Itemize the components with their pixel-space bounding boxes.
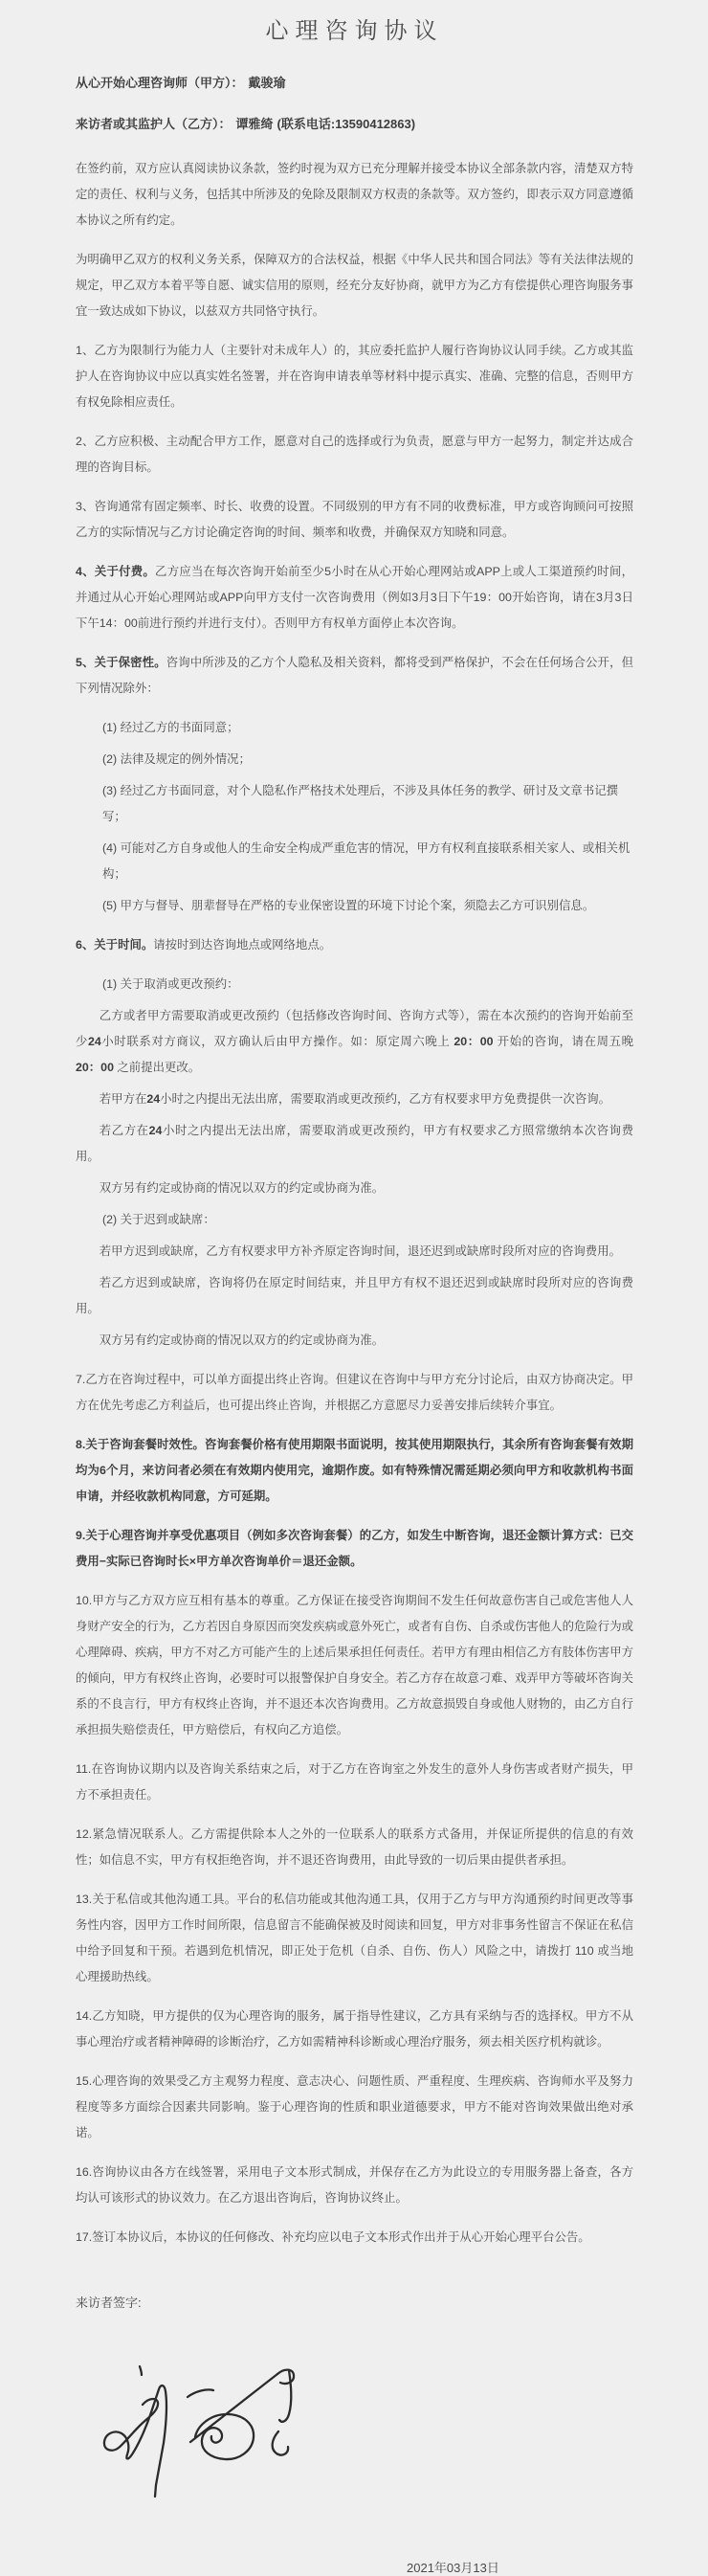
paragraph-3-run-1: 1、乙方为限制行为能力人（主要针对未成年人）的，其应委托监护人履行咨询协议认同手续。乙方或其监护人在咨询协议中应以真实姓名签署，并在咨询申请表单等材料中提示真实、准确、完整的信息，否则甲方有权免除相应责任。 xyxy=(76,344,633,409)
paragraph-28-run-1: 12.紧急情况联系人。乙方需提供除本人之外的一位联系人的联系方式备用，并保证所提供的信息的有效性；如信息不实，甲方有权拒绝咨询，并不退还咨询费用，由此导致的一切后果由提供者承担。 xyxy=(76,1827,633,1867)
paragraph-26 xyxy=(76,1588,633,1743)
paragraph-15 xyxy=(76,1003,633,1081)
paragraph-5 xyxy=(76,494,633,546)
paragraph-9-run-1: (2) 法律及规定的例外情况； xyxy=(102,752,251,766)
paragraph-17-run-3: 小时之内提出无法出席，需要取消或更改预约，甲方有权要求乙方照常缴纳本次咨询费用。 xyxy=(76,1124,634,1163)
paragraph-4-run-1: 2、乙方应积极、主动配合甲方工作，愿意对自己的选择或行为负责，愿意与甲方一起努力，制定并达成合理的咨询目标。 xyxy=(76,435,633,474)
paragraph-15-run-1: 乙方或者甲方需要取消或更改预约（包括修改咨询时间、咨询方式等），需在本次预约的咨询开始前至少 xyxy=(76,1009,633,1048)
paragraph-13-run-2: 请按时到达咨询地点或网络地点。 xyxy=(153,938,332,952)
paragraph-28 xyxy=(76,1822,633,1873)
paragraph-12 xyxy=(102,893,633,919)
paragraph-1 xyxy=(76,156,633,234)
paragraph-2-run-1: 为明确甲乙双方的权利义务关系，保障双方的合法权益，根据《中华人民共和国合同法》等有关法律法规的规定，甲乙双方本着平等自愿、诚实信用的原则，经充分友好协商，就甲方为乙方有偿提供心理咨询服务事宜一致达成如下协议，以兹双方共同恪守执行。 xyxy=(76,253,633,318)
client-name: 谭雅绮 xyxy=(235,117,274,131)
paragraph-17-run-2: 24 xyxy=(148,1124,163,1137)
paragraph-22 xyxy=(76,1328,633,1354)
counselor-name: 戴骏瑜 xyxy=(248,76,286,90)
paragraph-5-run-1: 3、咨询通常有固定频率、时长、收费的设置。不同级别的甲方有不同的收费标准，甲方或咨询顾问可按照乙方的实际情况与乙方讨论确定咨询的时间、频率和收费，并确保双方知晓和同意。 xyxy=(76,500,633,539)
paragraph-2 xyxy=(76,247,633,325)
paragraph-4 xyxy=(76,429,633,481)
paragraph-13 xyxy=(76,932,633,958)
paragraph-24 xyxy=(76,1432,633,1510)
paragraph-17-run-1: 若乙方在 xyxy=(99,1124,149,1137)
paragraph-30 xyxy=(76,2004,633,2055)
paragraph-3 xyxy=(76,338,633,415)
paragraph-23-run-1: 7.乙方在咨询过程中，可以单方面提出终止咨询。但建议在咨询中与甲方充分讨论后，由双方协商决定。甲方在优先考虑乙方利益后，也可提出终止咨询，并根据乙方意愿尽力妥善安排后续转介事宜。 xyxy=(76,1373,633,1412)
paragraph-30-run-1: 14.乙方知晓，甲方提供的仅为心理咨询的服务，属于指导性建议，乙方具有采纳与否的选择权。甲方不从事心理治疗或者精神障碍的诊断治疗，乙方如需精神科诊断或心理治疗服务，须去相关医疗机构就诊。 xyxy=(76,2009,633,2049)
paragraph-33-run-1: 17.签订本协议后，本协议的任何修改、补充均应以电子文本形式作出并于从心开始心理平台公告。 xyxy=(76,2230,590,2244)
paragraph-23 xyxy=(76,1367,633,1419)
paragraph-17 xyxy=(76,1118,633,1170)
paragraph-26-run-1: 10.甲方与乙方双方应互相有基本的尊重。乙方保证在接受咨询期间不发生任何故意伤害自己或危害他人人身财产安全的行为，乙方若因自身原因而突发疾病或意外死亡，或者有自伤、自杀或伤害他人的危险行为或心理障碍、疾病，甲方不对乙方可能产生的上述后果承担任何责任。若甲方有理由相信乙方有肢体伤害甲方的倾向，甲方有权终止咨询，必要时可以报警保护自身安全。若乙方存在故意刁难、戏弄甲方等破坏咨询关系的不良言行，甲方有权终止咨询，并不退还本次咨询费用。乙方故意损毁自身或他人财物的，由乙方自行承担损失赔偿责任，甲方赔偿后，有权向乙方追偿。 xyxy=(76,1594,633,1736)
paragraph-6-run-1: 4、关于付费。 xyxy=(76,565,156,578)
paragraph-21 xyxy=(76,1270,633,1322)
client-label: 来访者或其监护人（乙方）： xyxy=(76,117,232,131)
signature-scribble-icon xyxy=(90,2357,310,2510)
paragraph-11 xyxy=(102,836,633,887)
page-title: 心理咨询协议 xyxy=(265,18,444,44)
party-counselor-line xyxy=(76,74,633,93)
agreement-paragraphs xyxy=(76,156,633,2251)
paragraph-19 xyxy=(102,1207,633,1233)
paragraph-33 xyxy=(76,2225,633,2251)
paragraph-15-run-2: 24 xyxy=(88,1035,101,1048)
counselor-label: 从心开始心理咨询师（甲方）： xyxy=(76,76,244,90)
paragraph-9 xyxy=(102,747,633,773)
paragraph-32 xyxy=(76,2160,633,2211)
paragraph-15-run-7: 之前提出更改。 xyxy=(113,1061,201,1074)
paragraph-10 xyxy=(102,778,633,830)
paragraph-22-run-1: 双方另有约定或协商的情况以双方的约定或协商为准。 xyxy=(99,1333,385,1347)
paragraph-15-run-3: 小时联系对方商议，双方确认后由甲方操作。如：原定周六晚上 xyxy=(100,1035,454,1048)
paragraph-16-run-2: 24 xyxy=(146,1092,161,1106)
paragraph-16 xyxy=(76,1086,633,1112)
party-client-line xyxy=(76,115,633,134)
paragraph-11-run-1: (4) 可能对乙方自身或他人的生命安全构成严重危害的情况，甲方有权利直接联系相关家人、或相关机构； xyxy=(102,841,631,881)
paragraph-27-run-1: 11.在咨询协议期内以及咨询关系结束之后，对于乙方在咨询室之外发生的意外人身伤害或者财产损失，甲方不承担责任。 xyxy=(76,1762,633,1802)
paragraph-29 xyxy=(76,1887,633,1990)
paragraph-25 xyxy=(76,1523,633,1575)
visitor-signature-label: 来访者签字: xyxy=(76,2296,142,2310)
client-phone: (联系电话:13590412863) xyxy=(277,117,416,131)
paragraph-19-run-1: (2) 关于迟到或缺席： xyxy=(102,1213,215,1226)
paragraph-14 xyxy=(102,972,633,997)
paragraph-31 xyxy=(76,2069,633,2146)
paragraph-27 xyxy=(76,1757,633,1808)
paragraph-10-run-1: (3) 经过乙方书面同意，对个人隐私作严格技术处理后，不涉及具体任务的教学、研讨及文章书记撰写； xyxy=(102,784,618,823)
paragraph-15-run-5: 开始的咨询，请在周五晚 xyxy=(493,1035,633,1048)
signature-area xyxy=(90,2357,633,2510)
paragraph-15-run-6: 20：00 xyxy=(76,1061,114,1074)
paragraph-15-run-4: 20：00 xyxy=(454,1035,494,1048)
paragraph-7-run-1: 5、关于保密性。 xyxy=(76,656,166,669)
paragraph-1-run-1: 在签约前，双方应认真阅读协议条款，签约时视为双方已充分理解并接受本协议全部条款内容，清楚双方特定的责任、权利与义务，包括其中所涉及的免除及限制双方权责的条款等。双方签约，即表示双方同意遵循本协议之所有约定。 xyxy=(76,162,633,227)
paragraph-6-run-2: 乙方应当在每次咨询开始前至少5小时在从心开始心理网站或APP上或人工渠道预约时间，并通过从心开始心理网站或APP向甲方支付一次咨询费用（例如3月3日下午19：00开始咨询，请在3月3日下午14：00前进行预约并进行支付）。否则甲方有权单方面停止本次咨询。 xyxy=(76,565,633,630)
paragraph-29-run-1: 13.关于私信或其他沟通工具。平台的私信功能或其他沟通工具，仅用于乙方与甲方沟通预约时间更改等事务性内容，因甲方工作时间所限，信息留言不能确保被及时阅读和回复，甲方对非事务性留言不保证在私信中给予回复和干预。若遇到危机情况，即正处于危机（自杀、自伤、伤人）风险之中，请拨打 110 或当地心理援助热线。 xyxy=(76,1893,633,1983)
paragraph-8-run-1: (1) 经过乙方的书面同意； xyxy=(102,721,239,734)
signing-date: 2021年03月13日 xyxy=(407,2561,499,2575)
paragraph-12-run-1: (5) 甲方与督导、朋辈督导在严格的专业保密设置的环境下讨论个案，须隐去乙方可识别信息。 xyxy=(102,899,595,912)
paragraph-18-run-1: 双方另有约定或协商的情况以双方的约定或协商为准。 xyxy=(99,1181,385,1195)
paragraph-21-run-1: 若乙方迟到或缺席，咨询将仍在原定时间结束，并且甲方有权不退还迟到或缺席时段所对应的咨询费用。 xyxy=(76,1276,633,1315)
paragraph-32-run-1: 16.咨询协议由各方在线签署，采用电子文本形式制成，并保存在乙方为此设立的专用服务器上备查，各方均认可该形式的协议效力。在乙方退出咨询后，咨询协议终止。 xyxy=(76,2165,633,2205)
paragraph-31-run-1: 15.心理咨询的效果受乙方主观努力程度、意志决心、问题性质、严重程度、生理疾病、咨询师水平及努力程度等多方面综合因素共同影响。鉴于心理咨询的性质和职业道德要求，甲方不能对咨询效果做出绝对承诺。 xyxy=(76,2074,633,2139)
paragraph-8 xyxy=(102,715,633,741)
paragraph-14-run-1: (1) 关于取消或更改预约： xyxy=(102,977,239,991)
paragraph-24-run-1: 8.关于咨询套餐时效性。咨询套餐价格有使用期限书面说明，按其使用期限执行，其余所有咨询套餐有效期均为6个月，来访问者必须在有效期内使用完，逾期作废。如有特殊情况需延期必须向甲方和收款机构书面申请，并经收款机构同意，方可延期。 xyxy=(76,1438,633,1503)
paragraph-7-run-2: 咨询中所涉及的乙方个人隐私及相关资料，都将受到严格保护，不会在任何场合公开，但下列情况除外： xyxy=(76,656,633,695)
paragraph-13-run-1: 6、关于时间。 xyxy=(76,938,154,952)
paragraph-20 xyxy=(76,1239,633,1265)
paragraph-18 xyxy=(76,1176,633,1201)
paragraph-25-run-1: 9.关于心理咨询并享受优惠项目（例如多次咨询套餐）的乙方，如发生中断咨询，退还金额计算方式：已交费用−实际已咨询时长×甲方单次咨询单价＝退还金额。 xyxy=(76,1529,633,1568)
paragraph-20-run-1: 若甲方迟到或缺席，乙方有权要求甲方补齐原定咨询时间，退还迟到或缺席时段所对应的咨询费用。 xyxy=(99,1244,621,1258)
paragraph-7 xyxy=(76,650,633,702)
paragraph-16-run-1: 若甲方在 xyxy=(99,1092,147,1106)
paragraph-6 xyxy=(76,559,633,637)
paragraph-16-run-3: 小时之内提出无法出席，需要取消或更改预约，乙方有权要求甲方免费提供一次咨询。 xyxy=(160,1092,610,1106)
